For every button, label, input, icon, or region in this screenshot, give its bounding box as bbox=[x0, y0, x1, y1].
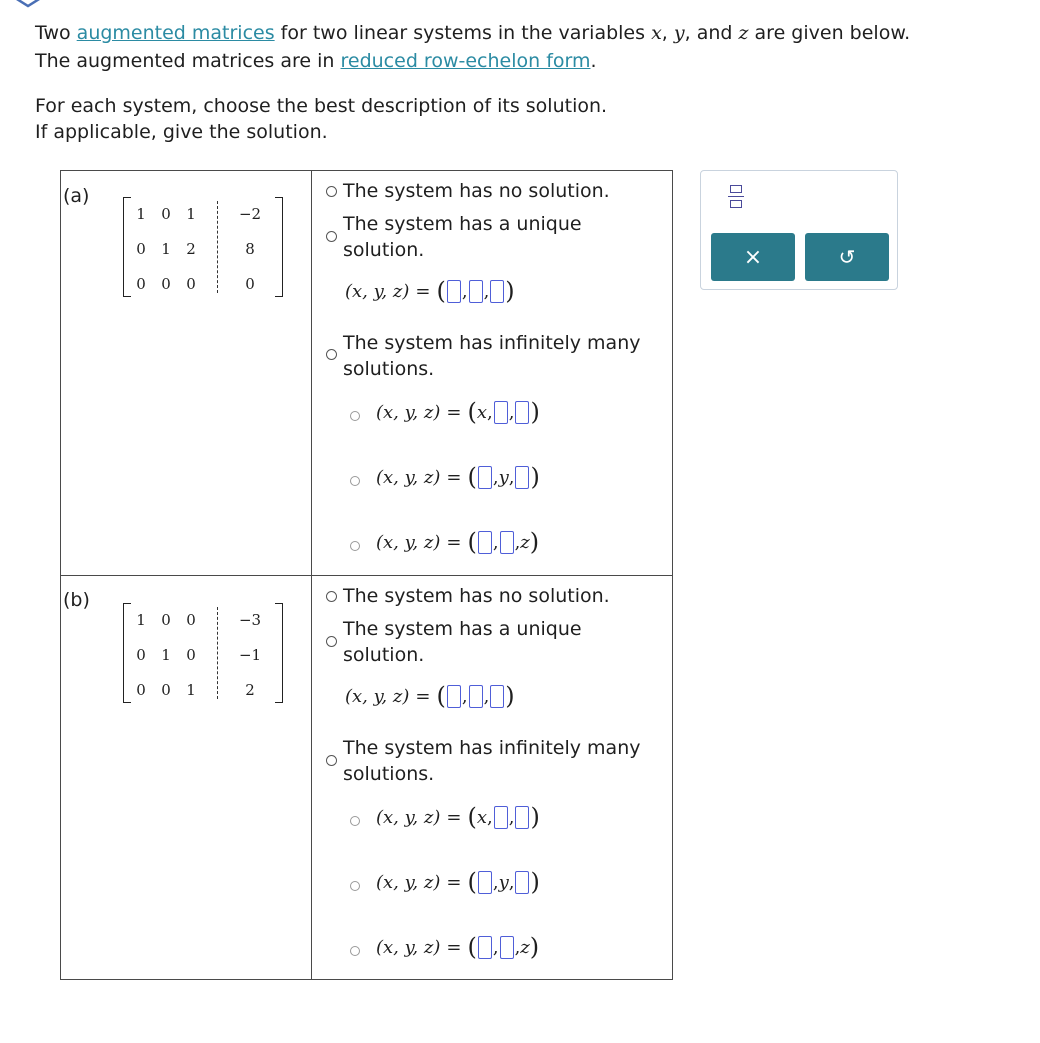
unique-solution-expression-b: (x, y, z) = ( , , ) bbox=[345, 682, 515, 710]
free-x-radio-b[interactable] bbox=[350, 816, 360, 826]
answer-input-y[interactable] bbox=[500, 936, 514, 959]
instructions-line-1: For each system, choose the best description of its solution. bbox=[35, 95, 608, 117]
matrix-b-cell: 1 bbox=[186, 681, 196, 699]
answer-input-z[interactable] bbox=[490, 685, 504, 708]
part-b-label: (b) bbox=[63, 589, 90, 611]
answer-input-z[interactable] bbox=[490, 280, 504, 303]
matrix-a-cell: 2 bbox=[186, 240, 196, 258]
free-x-expression-b: (x, y, z) = ( x , , ) bbox=[376, 803, 540, 831]
unique-solution-label-a: The system has a unique solution. bbox=[343, 213, 582, 261]
answer-input-y[interactable] bbox=[469, 280, 483, 303]
answer-input-x[interactable] bbox=[478, 531, 492, 554]
collapse-chevron-icon[interactable] bbox=[10, 0, 46, 8]
free-y-radio-a[interactable] bbox=[350, 476, 360, 486]
matrix-a-cell: 0 bbox=[245, 275, 255, 293]
unique-solution-radio-b[interactable] bbox=[326, 636, 337, 647]
infinite-solutions-label-a: The system has infinitely many solutions. bbox=[343, 332, 641, 380]
intro-line-2: The augmented matrices are in reduced row-echelon form. bbox=[35, 50, 597, 72]
answer-input-z[interactable] bbox=[515, 871, 529, 894]
matrix-b-cell: 0 bbox=[186, 646, 196, 664]
undo-button[interactable]: ↺ bbox=[805, 233, 889, 281]
clear-button[interactable]: × bbox=[711, 233, 795, 281]
free-z-radio-a[interactable] bbox=[350, 541, 360, 551]
infinite-solutions-radio-b[interactable] bbox=[326, 755, 337, 766]
no-solution-radio-a[interactable] bbox=[326, 186, 337, 197]
free-x-radio-a[interactable] bbox=[350, 411, 360, 421]
unique-solution-expression-a: (x, y, z) = ( , , ) bbox=[345, 277, 515, 305]
answer-input-x[interactable] bbox=[478, 871, 492, 894]
answer-input-z[interactable] bbox=[515, 806, 529, 829]
matrix-a-cell: 0 bbox=[186, 275, 196, 293]
matrix-b-cell: 1 bbox=[161, 646, 171, 664]
matrix-a-cell: 0 bbox=[136, 275, 146, 293]
math-tools-panel bbox=[700, 170, 898, 290]
no-solution-radio-b[interactable] bbox=[326, 591, 337, 602]
free-z-expression-a: (x, y, z) = ( , , z ) bbox=[376, 528, 540, 556]
matrix-b-cell: 0 bbox=[136, 681, 146, 699]
answer-input-x[interactable] bbox=[478, 936, 492, 959]
answer-input-z[interactable] bbox=[515, 466, 529, 489]
matrix-b-cell: 1 bbox=[136, 611, 146, 629]
no-solution-label-a: The system has no solution. bbox=[343, 180, 610, 202]
infinite-solutions-label-b: The system has infinitely many solutions. bbox=[343, 737, 641, 785]
instructions-line-2: If applicable, give the solution. bbox=[35, 121, 328, 143]
matrix-b-cell: 0 bbox=[161, 611, 171, 629]
answer-input-z[interactable] bbox=[515, 401, 529, 424]
matrix-a-cell: 0 bbox=[161, 275, 171, 293]
free-z-expression-b: (x, y, z) = ( , , z ) bbox=[376, 933, 540, 961]
matrix-b-cell: 0 bbox=[186, 611, 196, 629]
answer-input-y[interactable] bbox=[469, 685, 483, 708]
part-a-label: (a) bbox=[63, 185, 90, 207]
matrix-b-cell: −3 bbox=[238, 611, 262, 629]
free-y-radio-b[interactable] bbox=[350, 881, 360, 891]
matrix-a-cell: 1 bbox=[186, 205, 196, 223]
augmented-matrix-b bbox=[123, 603, 283, 703]
free-z-radio-b[interactable] bbox=[350, 946, 360, 956]
matrix-b-cell: −1 bbox=[238, 646, 262, 664]
rref-link[interactable]: reduced row-echelon form bbox=[340, 50, 591, 72]
matrix-a-cell: 8 bbox=[245, 240, 255, 258]
answer-input-x[interactable] bbox=[447, 280, 461, 303]
infinite-solutions-radio-a[interactable] bbox=[326, 349, 337, 360]
matrix-b-cell: 0 bbox=[161, 681, 171, 699]
free-x-expression-a: (x, y, z) = ( x , , ) bbox=[376, 398, 540, 426]
problem-table bbox=[60, 170, 673, 980]
intro-line-1: Two augmented matrices for two linear systems in the variables x, y, and z are given below. bbox=[35, 22, 911, 44]
augmented-matrix-a bbox=[123, 197, 283, 297]
augmented-matrices-link[interactable]: augmented matrices bbox=[76, 22, 275, 44]
matrix-b-cell: 2 bbox=[245, 681, 255, 699]
matrix-a-cell: 1 bbox=[161, 240, 171, 258]
matrix-a-cell: 0 bbox=[136, 240, 146, 258]
free-y-expression-a: (x, y, z) = ( , y , ) bbox=[376, 463, 540, 491]
fraction-icon[interactable] bbox=[728, 184, 744, 210]
matrix-a-cell: −2 bbox=[238, 205, 262, 223]
matrix-b-cell: 0 bbox=[136, 646, 146, 664]
answer-input-y[interactable] bbox=[494, 806, 508, 829]
no-solution-label-b: The system has no solution. bbox=[343, 585, 610, 607]
answer-input-y[interactable] bbox=[494, 401, 508, 424]
unique-solution-radio-a[interactable] bbox=[326, 231, 337, 242]
matrix-a-cell: 1 bbox=[136, 205, 146, 223]
answer-input-y[interactable] bbox=[500, 531, 514, 554]
answer-input-x[interactable] bbox=[447, 685, 461, 708]
free-y-expression-b: (x, y, z) = ( , y , ) bbox=[376, 868, 540, 896]
matrix-a-cell: 0 bbox=[161, 205, 171, 223]
answer-input-x[interactable] bbox=[478, 466, 492, 489]
unique-solution-label-b: The system has a unique solution. bbox=[343, 618, 582, 666]
